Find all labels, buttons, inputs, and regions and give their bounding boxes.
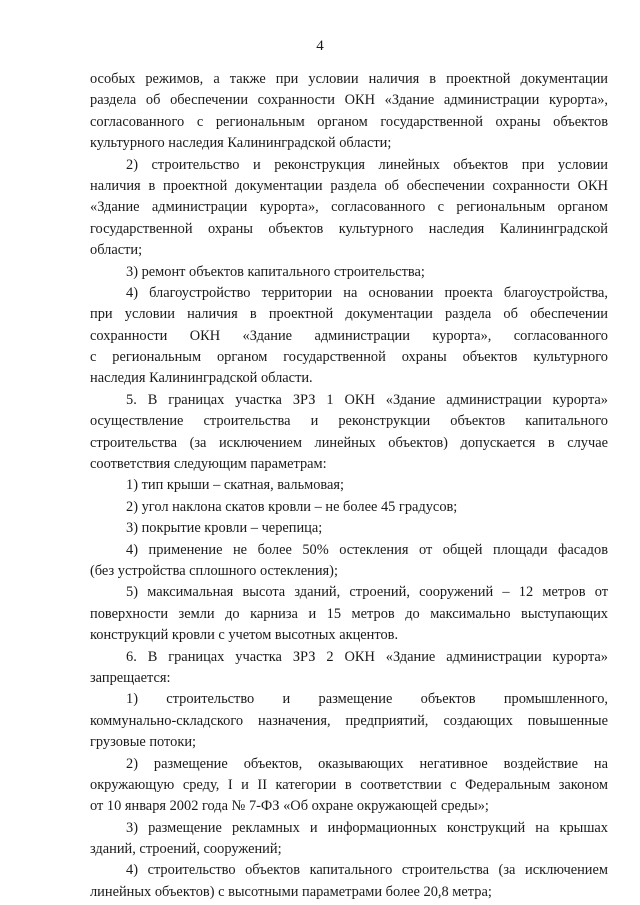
- text-line: линейных объектов) с высотными параметрами более 20,8 метра;: [90, 883, 492, 900]
- text-line: с региональным органом государственной охраны объектов культурного: [90, 349, 608, 366]
- text-line: наследия Калининградской области.: [90, 370, 313, 387]
- text-line: «Здание администрации курорта», согласованного с региональным органом: [90, 199, 608, 216]
- text-line: области;: [90, 242, 143, 259]
- text-line: соответствия следующим параметрам:: [90, 456, 327, 473]
- text-line: конструкций кровли с учетом высотных акцентов.: [90, 627, 399, 644]
- text-line: наличия в проектной документации раздела об обеспечении сохранности ОКН: [90, 177, 608, 194]
- text-line: государственной охраны объектов культурного наследия Калининградской: [90, 220, 608, 237]
- text-line: 2) размещение объектов, оказывающих негативное воздействие на: [126, 755, 608, 772]
- text-line: 2) строительство и реконструкция линейных объектов при условии: [126, 156, 608, 173]
- text-line: особых режимов, а также при условии наличия в проектной документации: [90, 71, 608, 87]
- text-line: грузовые потоки;: [90, 734, 197, 751]
- text-line: 4) применение не более 50% остекления от общей площади фасадов: [126, 541, 608, 558]
- text-line: 1) тип крыши – скатная, вальмовая;: [126, 477, 345, 494]
- text-line: 4) благоустройство территории на основании проекта благоустройства,: [126, 284, 608, 301]
- text-line: строительства (за исключением линейных объектов) допускается в случае: [90, 434, 608, 451]
- text-line: раздела об обеспечении сохранности ОКН «Здание администрации курорта»,: [90, 92, 608, 109]
- text-line: 6. В границах участка ЗРЗ 2 ОКН «Здание администрации курорта»: [126, 648, 608, 665]
- text-line: при условии наличия в проектной документации раздела об обеспечении: [90, 306, 608, 323]
- text-line: сохранности ОКН «Здание администрации курорта», согласованного: [90, 327, 608, 344]
- text-line: коммунально-складского назначения, предприятий, создающих повышенные: [90, 712, 608, 729]
- text-line: 2) угол наклона скатов кровли – не более 45 градусов;: [126, 498, 458, 515]
- body-text: [90, 69, 608, 903]
- text-line: от 10 января 2002 года № 7-ФЗ «Об охране окружающей среды»;: [90, 798, 489, 815]
- text-line: зданий, строений, сооружений;: [90, 841, 282, 858]
- text-line: 3) покрытие кровли – черепица;: [126, 520, 323, 537]
- text-line: 4) строительство объектов капитального строительства (за исключением: [126, 862, 608, 879]
- text-line: осуществление строительства и реконструкции объектов капитального: [90, 413, 608, 430]
- text-line: 1) строительство и размещение объектов промышленного,: [126, 691, 608, 708]
- text-line: 5) максимальная высота зданий, строений, сооружений – 12 метров от: [126, 584, 608, 601]
- text-line: 3) ремонт объектов капитального строительства;: [126, 263, 425, 280]
- text-line: поверхности земли до карниза и 15 метров до максимально выступающих: [90, 605, 608, 622]
- page-number: 4: [316, 38, 324, 54]
- text-line: согласованного с региональным органом государственной охраны объектов: [90, 113, 608, 130]
- text-line: 3) размещение рекламных и информационных конструкций на крышах: [126, 819, 608, 836]
- text-line: (без устройства сплошного остекления);: [90, 562, 338, 579]
- text-line: запрещается:: [90, 669, 171, 686]
- text-line: окружающую среду, I и II категории в соответствии с Федеральным законом: [90, 776, 608, 793]
- text-line: культурного наследия Калининградской области;: [90, 135, 392, 152]
- text-line: 5. В границах участка ЗРЗ 1 ОКН «Здание администрации курорта»: [126, 391, 608, 408]
